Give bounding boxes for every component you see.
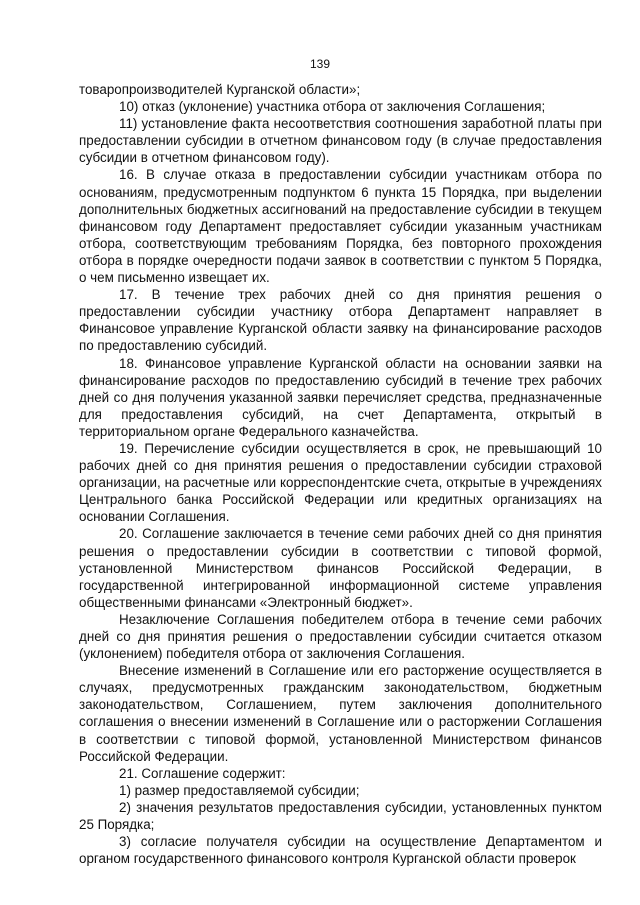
paragraph: 1) размер предоставляемой субсидии; [119, 782, 360, 798]
paragraph: 21. Соглашение содержит: [119, 765, 286, 781]
paragraph: 11) установление факта несоответствия соотношения заработной платы при предоставлении субсидии в отчетном финансовом году (в случае предоставления субсидии в отчетном финансовом году). [79, 116, 602, 166]
paragraph: 16. В случае отказа в предоставлении субсидии участникам отбора по основаниям, предусмотренным подпунктом 6 пункта 15 Порядка, при выделении дополнительных бюджетных ассигнований на предоставление субсидии в текущем финансовом году Департамент предоставляет субсидии указанным участникам отбора, соответствующим требованиям Порядка, без повторного прохождения отбора в порядке очередности подачи заявок в соответствии с пунктом 5 Порядка, о чем письменно извещает их. [79, 167, 602, 286]
page-number: 139 [309, 57, 331, 71]
paragraph: 10) отказ (уклонение) участника отбора от заключения Соглашения; [119, 99, 546, 115]
paragraph: 2) значения результатов предоставления субсидии, установленных пунктом 25 Порядка; [79, 799, 602, 833]
paragraph: 19. Перечисление субсидии осуществляется в срок, не превышающий 10 рабочих дней со дня принятия решения о предоставлении субсидии страховой организации, на расчетные или корреспондентские счета, открытые в учреждениях Центрального банка Российской Федерации или кредитных организациях на основании Соглашения. [79, 440, 602, 525]
paragraph: товаропроизводителей Курганской области»; [79, 82, 361, 97]
paragraph: 17. В течение трех рабочих дней со дня принятия решения о предоставлении субсидии участнику отбора Департамент направляет в Финансовое управление Курганской области заявку на финансирование расходов по предоставлению субсидий. [79, 287, 602, 354]
paragraph: Незаключение Соглашения победителем отбора в течение семи рабочих дней со дня принятия решения о предоставлении субсидии считается отказом (уклонением) победителя отбора от заключения Соглашения. [79, 611, 602, 662]
paragraph: 3) согласие получателя субсидии на осуществление Департаментом и органом государственного финансового контроля Курганской области проверок [79, 834, 602, 867]
paragraph: Внесение изменений в Соглашение или его расторжение осуществляется в случаях, предусмотренных гражданским законодательством, бюджетным законодательством, Соглашением, путем заключения дополнительного соглашения о внесении изменений в Соглашение или о расторжении Соглашения в соответствии с типовой формой, установленной Министерством финансов Российской Федерации. [79, 663, 602, 764]
document-body [79, 81, 602, 867]
paragraph: 20. Соглашение заключается в течение семи рабочих дней со дня принятия решения о предоставлении субсидии в соответствии с типовой формой, установленной Министерством финансов Российской Федерации, в государственной интегрированной информационной системе управления общественными финансами «Электронный бюджет». [79, 526, 602, 610]
paragraph: 18. Финансовое управление Курганской области на основании заявки на финансирование расходов по предоставлению субсидий в течение трех рабочих дней со дня получения указанной заявки перечисляет средства, предназначенные для предоставления субсидий, на счет Департамента, открытый в территориальном органе Федерального казначейства. [79, 355, 602, 439]
